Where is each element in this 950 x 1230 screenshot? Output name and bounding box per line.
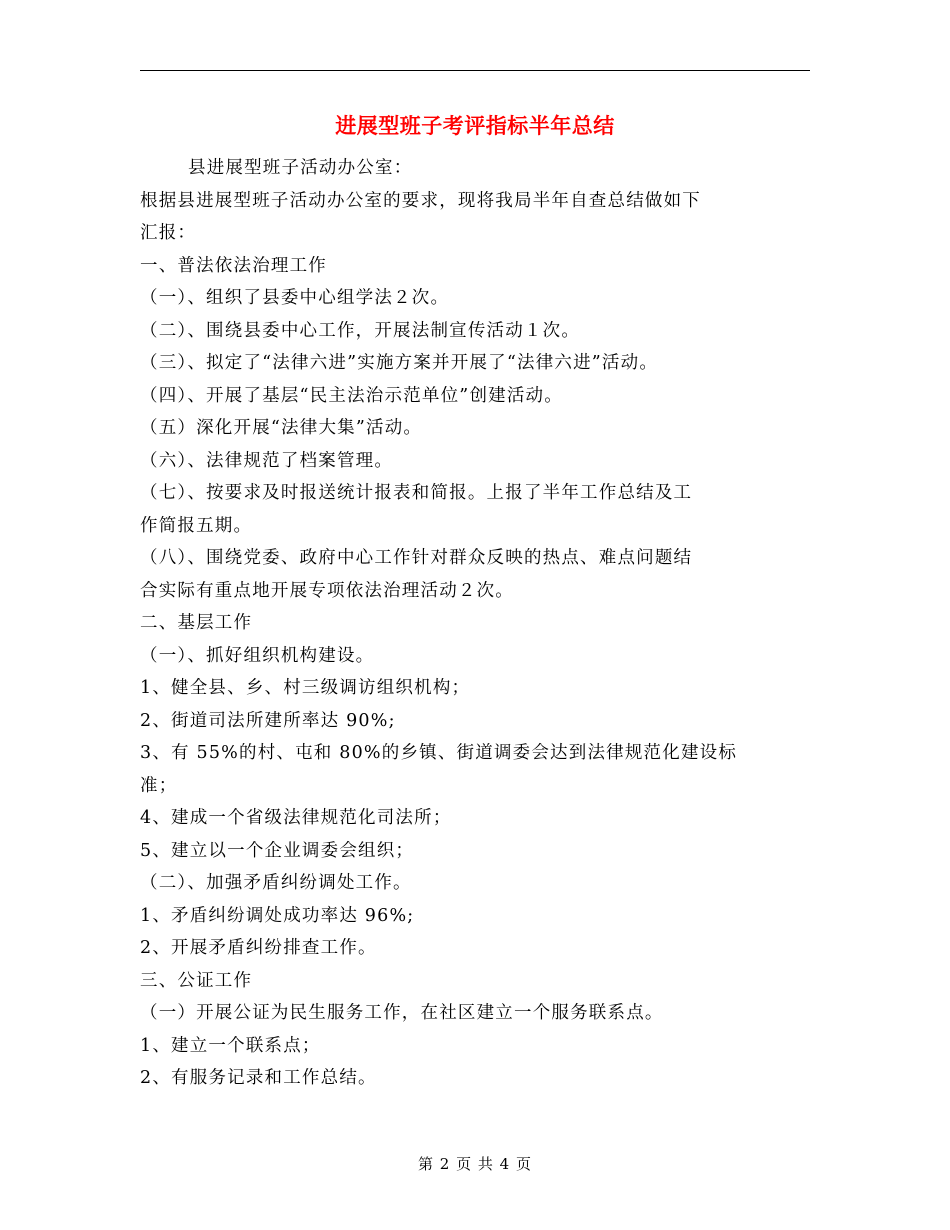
paragraph-line: 根据县进展型班子活动办公室的要求，现将我局半年自查总结做如下	[140, 190, 701, 211]
subsection-heading: （一）开展公证为民生服务工作，在社区建立一个服务联系点。	[140, 1003, 664, 1023]
list-item: （一）、组织了县委中心组学法２次。	[140, 288, 450, 308]
list-item: （七）、按要求及时报送统计报表和简报。上报了半年工作总结及工	[140, 483, 693, 503]
list-item-continuation: 作简报五期。	[140, 515, 253, 536]
subsection-heading: （二）、加强矛盾纠纷调处工作。	[140, 873, 412, 893]
list-item: （四）、开展了基层“民主法治示范单位”创建活动。	[140, 385, 563, 406]
header-rule	[140, 70, 810, 71]
document-body	[140, 152, 810, 1095]
list-item-continuation: 合实际有重点地开展专项依法治理活动２次。	[140, 580, 514, 601]
list-item: 1、建立一个联系点；	[140, 1035, 321, 1056]
list-item: （六）、法律规范了档案管理。	[140, 450, 394, 471]
list-item: （二）、围绕县委中心工作，开展法制宣传活动１次。	[140, 320, 581, 341]
paragraph-line: 汇报：	[140, 223, 197, 243]
section-heading: 二、基层工作	[140, 613, 253, 633]
list-item: （八）、围绕党委、政府中心工作针对群众反映的热点、难点问题结	[140, 548, 693, 568]
list-item: 2、街道司法所建所率达 90%;	[140, 710, 396, 731]
list-item: （三）、拟定了“法律六进”实施方案并开展了“法律六进”活动。	[140, 353, 659, 373]
subsection-heading: （一）、抓好组织机构建设。	[140, 645, 375, 666]
document-title: 进展型班子考评指标半年总结	[335, 114, 615, 138]
list-item: （五）深化开展“法律大集”活动。	[140, 418, 423, 438]
list-item: 4、建成一个省级法律规范化司法所；	[140, 808, 452, 828]
salutation-line: 县进展型班子活动办公室：	[188, 158, 413, 178]
list-item: 2、开展矛盾纠纷排查工作。	[140, 938, 377, 958]
section-heading: 三、公证工作	[140, 970, 253, 991]
page-number: 第 2 页 共 4 页	[418, 1155, 532, 1173]
list-item: 1、健全县、乡、村三级调访组织机构；	[140, 678, 471, 698]
list-item: 5、建立以一个企业调委会组织；	[140, 840, 415, 861]
section-heading: 一、普法依法治理工作	[140, 255, 327, 276]
list-item: 1、矛盾纠纷调处成功率达 96%;	[140, 905, 415, 926]
list-item: 2、有服务记录和工作总结。	[140, 1068, 377, 1088]
list-item-continuation: 准；	[140, 775, 178, 796]
list-item: 3、有 55%的村、屯和 80%的乡镇、街道调委会达到法律规范化建设标	[140, 743, 738, 763]
